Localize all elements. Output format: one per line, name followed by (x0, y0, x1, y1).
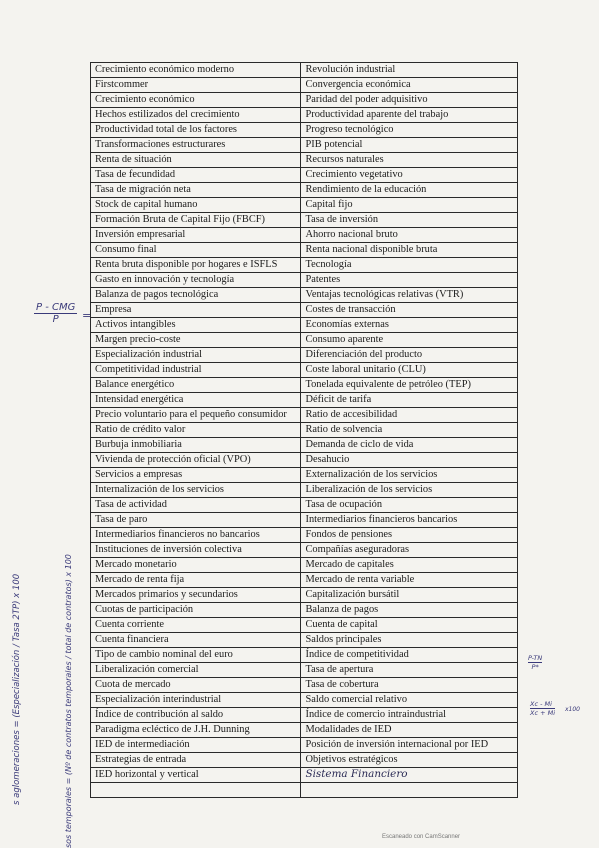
table-row (91, 198, 518, 213)
term-left: Tasa de migración neta (91, 183, 301, 198)
table-row (91, 123, 518, 138)
right-formula-2-denominator: Xc + Mi (530, 709, 556, 717)
term-right (301, 783, 518, 798)
term-right: Diferenciación del producto (301, 348, 518, 363)
term-left: Transformaciones estructurares (91, 138, 301, 153)
table-row (91, 393, 518, 408)
term-left: Servicios a empresas (91, 468, 301, 483)
term-right: Recursos naturales (301, 153, 518, 168)
term-right: Consumo aparente (301, 333, 518, 348)
term-right: Externalización de los servicios (301, 468, 518, 483)
term-left: Formación Bruta de Capital Fijo (FBCF) (91, 213, 301, 228)
term-left: Inversión empresarial (91, 228, 301, 243)
table-row (91, 453, 518, 468)
term-right: Progreso tecnológico (301, 123, 518, 138)
table-row (91, 318, 518, 333)
term-right: Intermediarios financieros bancarios (301, 513, 518, 528)
term-left: Tipo de cambio nominal del euro (91, 648, 301, 663)
term-left: Stock de capital humano (91, 198, 301, 213)
term-right: Fondos de pensiones (301, 528, 518, 543)
table-row (91, 438, 518, 453)
term-right: Ventajas tecnológicas relativas (VTR) (301, 288, 518, 303)
term-left: Cuotas de participación (91, 603, 301, 618)
table-row (91, 348, 518, 363)
table-row (91, 93, 518, 108)
term-left: Precio voluntario para el pequeño consumidor (91, 408, 301, 423)
table-row (91, 273, 518, 288)
right-formula-2-tail: x100 (565, 706, 581, 713)
term-left: Índice de contribución al saldo (91, 708, 301, 723)
term-right: Rendimiento de la educación (301, 183, 518, 198)
term-right: Ahorro nacional bruto (301, 228, 518, 243)
term-right: Tasa de inversión (301, 213, 518, 228)
term-left: Balance energético (91, 378, 301, 393)
table-row (91, 153, 518, 168)
term-right: Ratio de accesibilidad (301, 408, 518, 423)
right-formula-2-numerator: Xc - Mi (530, 700, 555, 709)
term-left: Vivienda de protección oficial (VPO) (91, 453, 301, 468)
right-formula-2 (530, 700, 555, 717)
table-row (91, 738, 518, 753)
term-left: Ratio de crédito valor (91, 423, 301, 438)
margin-formula-equals: = (82, 309, 92, 322)
table-row (91, 723, 518, 738)
table-row (91, 183, 518, 198)
term-left: Consumo final (91, 243, 301, 258)
term-left: Empresa (91, 303, 301, 318)
term-left: Especialización industrial (91, 348, 301, 363)
table-row (91, 63, 518, 78)
term-left: IED horizontal y vertical (91, 768, 301, 783)
table-row (91, 108, 518, 123)
table-row (91, 753, 518, 768)
term-left: Internalización de los servicios (91, 483, 301, 498)
table-row (91, 333, 518, 348)
table-row (91, 603, 518, 618)
term-right: Mercado de capitales (301, 558, 518, 573)
term-right: Tonelada equivalente de petróleo (TEP) (301, 378, 518, 393)
term-left: Instituciones de inversión colectiva (91, 543, 301, 558)
term-right: PIB potencial (301, 138, 518, 153)
term-left: Estrategias de entrada (91, 753, 301, 768)
term-left: Firstcommer (91, 78, 301, 93)
term-right: Saldos principales (301, 633, 518, 648)
right-formula-1-denominator: P* (531, 663, 539, 671)
table-row (91, 528, 518, 543)
margin-formula-note (34, 302, 77, 325)
term-right: Productividad aparente del trabajo (301, 108, 518, 123)
term-right: Economías externas (301, 318, 518, 333)
table-row (91, 543, 518, 558)
table-row (91, 78, 518, 93)
term-right: Tecnología (301, 258, 518, 273)
term-left: Intermediarios financieros no bancarios (91, 528, 301, 543)
term-left: Paradigma ecléctico de J.H. Dunning (91, 723, 301, 738)
term-right: Índice de comercio intraindustrial (301, 708, 518, 723)
table-row (91, 573, 518, 588)
term-right: Mercado de renta variable (301, 573, 518, 588)
term-right (301, 768, 518, 783)
term-right: Posición de inversión internacional por IED (301, 738, 518, 753)
term-right: Tasa de ocupación (301, 498, 518, 513)
term-left: Competitividad industrial (91, 363, 301, 378)
table-row (91, 633, 518, 648)
term-left: Gasto en innovación y tecnología (91, 273, 301, 288)
term-left: Renta de situación (91, 153, 301, 168)
term-right: Capital fijo (301, 198, 518, 213)
term-right: Saldo comercial relativo (301, 693, 518, 708)
table-row (91, 138, 518, 153)
table-row (91, 648, 518, 663)
table-row (91, 243, 518, 258)
table-row (91, 228, 518, 243)
term-right: Déficit de tarifa (301, 393, 518, 408)
right-formula-1 (528, 654, 542, 671)
term-left: Burbuja inmobiliaria (91, 438, 301, 453)
table-row (91, 618, 518, 633)
term-right: Patentes (301, 273, 518, 288)
table-row (91, 768, 518, 783)
term-left: Mercados primarios y secundarios (91, 588, 301, 603)
terms-table (90, 62, 518, 798)
term-right: Coste laboral unitario (CLU) (301, 363, 518, 378)
term-right: Compañías aseguradoras (301, 543, 518, 558)
vertical-note-left: s aglomeraciones = (Especialización / Tasa 2TP) x 100 (12, 573, 22, 805)
table-row (91, 513, 518, 528)
term-left: Crecimiento económico (91, 93, 301, 108)
table-row (91, 693, 518, 708)
table-row (91, 498, 518, 513)
term-right: Revolución industrial (301, 63, 518, 78)
term-left: Especialización interindustrial (91, 693, 301, 708)
term-right: Modalidades de IED (301, 723, 518, 738)
term-left: Liberalización comercial (91, 663, 301, 678)
margin-formula-denominator: P (52, 314, 59, 325)
term-left: Renta bruta disponible por hogares e ISFLS (91, 258, 301, 273)
term-right: Crecimiento vegetativo (301, 168, 518, 183)
term-left: Mercado monetario (91, 558, 301, 573)
table-row (91, 483, 518, 498)
term-right: Costes de transacción (301, 303, 518, 318)
term-left: Intensidad energética (91, 393, 301, 408)
term-left (91, 783, 301, 798)
table-row (91, 663, 518, 678)
term-left: Activos intangibles (91, 318, 301, 333)
term-right: Balanza de pagos (301, 603, 518, 618)
table-row (91, 258, 518, 273)
term-right: Tasa de cobertura (301, 678, 518, 693)
term-right: Capitalización bursátil (301, 588, 518, 603)
term-left: Hechos estilizados del crecimiento (91, 108, 301, 123)
term-left: Tasa de actividad (91, 498, 301, 513)
vertical-note-mid: sos temporales = (Nº de contratos temporales / total de contratos) x 100 (64, 554, 73, 848)
term-left: IED de intermediación (91, 738, 301, 753)
term-left: Cuenta financiera (91, 633, 301, 648)
term-right: Cuenta de capital (301, 618, 518, 633)
term-right: Paridad del poder adquisitivo (301, 93, 518, 108)
table-row (91, 378, 518, 393)
term-right: Tasa de apertura (301, 663, 518, 678)
margin-formula-numerator: P - CMG (36, 302, 76, 313)
term-left: Crecimiento económico moderno (91, 63, 301, 78)
term-left: Cuota de mercado (91, 678, 301, 693)
table-row (91, 423, 518, 438)
term-left: Tasa de fecundidad (91, 168, 301, 183)
scanner-watermark: Escaneado con CamScanner (382, 834, 461, 840)
term-right: Renta nacional disponible bruta (301, 243, 518, 258)
table-row (91, 468, 518, 483)
table-row (91, 678, 518, 693)
table-row (91, 168, 518, 183)
table-row (91, 783, 518, 798)
term-left: Margen precio-coste (91, 333, 301, 348)
term-right: Convergencia económica (301, 78, 518, 93)
table-row (91, 408, 518, 423)
term-right: Objetivos estratégicos (301, 753, 518, 768)
term-right: Desahucio (301, 453, 518, 468)
term-left: Cuenta corriente (91, 618, 301, 633)
table-row (91, 363, 518, 378)
table-row (91, 288, 518, 303)
table-row (91, 303, 518, 318)
term-left: Productividad total de los factores (91, 123, 301, 138)
table-row (91, 588, 518, 603)
term-right: Ratio de solvencia (301, 423, 518, 438)
terms-table-body (91, 63, 518, 798)
term-right: Demanda de ciclo de vida (301, 438, 518, 453)
table-row (91, 213, 518, 228)
term-right: Índice de competitividad (301, 648, 518, 663)
term-left: Tasa de paro (91, 513, 301, 528)
handwritten-entry: Sistema Financiero (305, 768, 408, 780)
table-row (91, 708, 518, 723)
term-left: Balanza de pagos tecnológica (91, 288, 301, 303)
term-right: Liberalización de los servicios (301, 483, 518, 498)
right-formula-1-numerator: P-TN (528, 654, 543, 662)
table-row (91, 558, 518, 573)
term-left: Mercado de renta fija (91, 573, 301, 588)
